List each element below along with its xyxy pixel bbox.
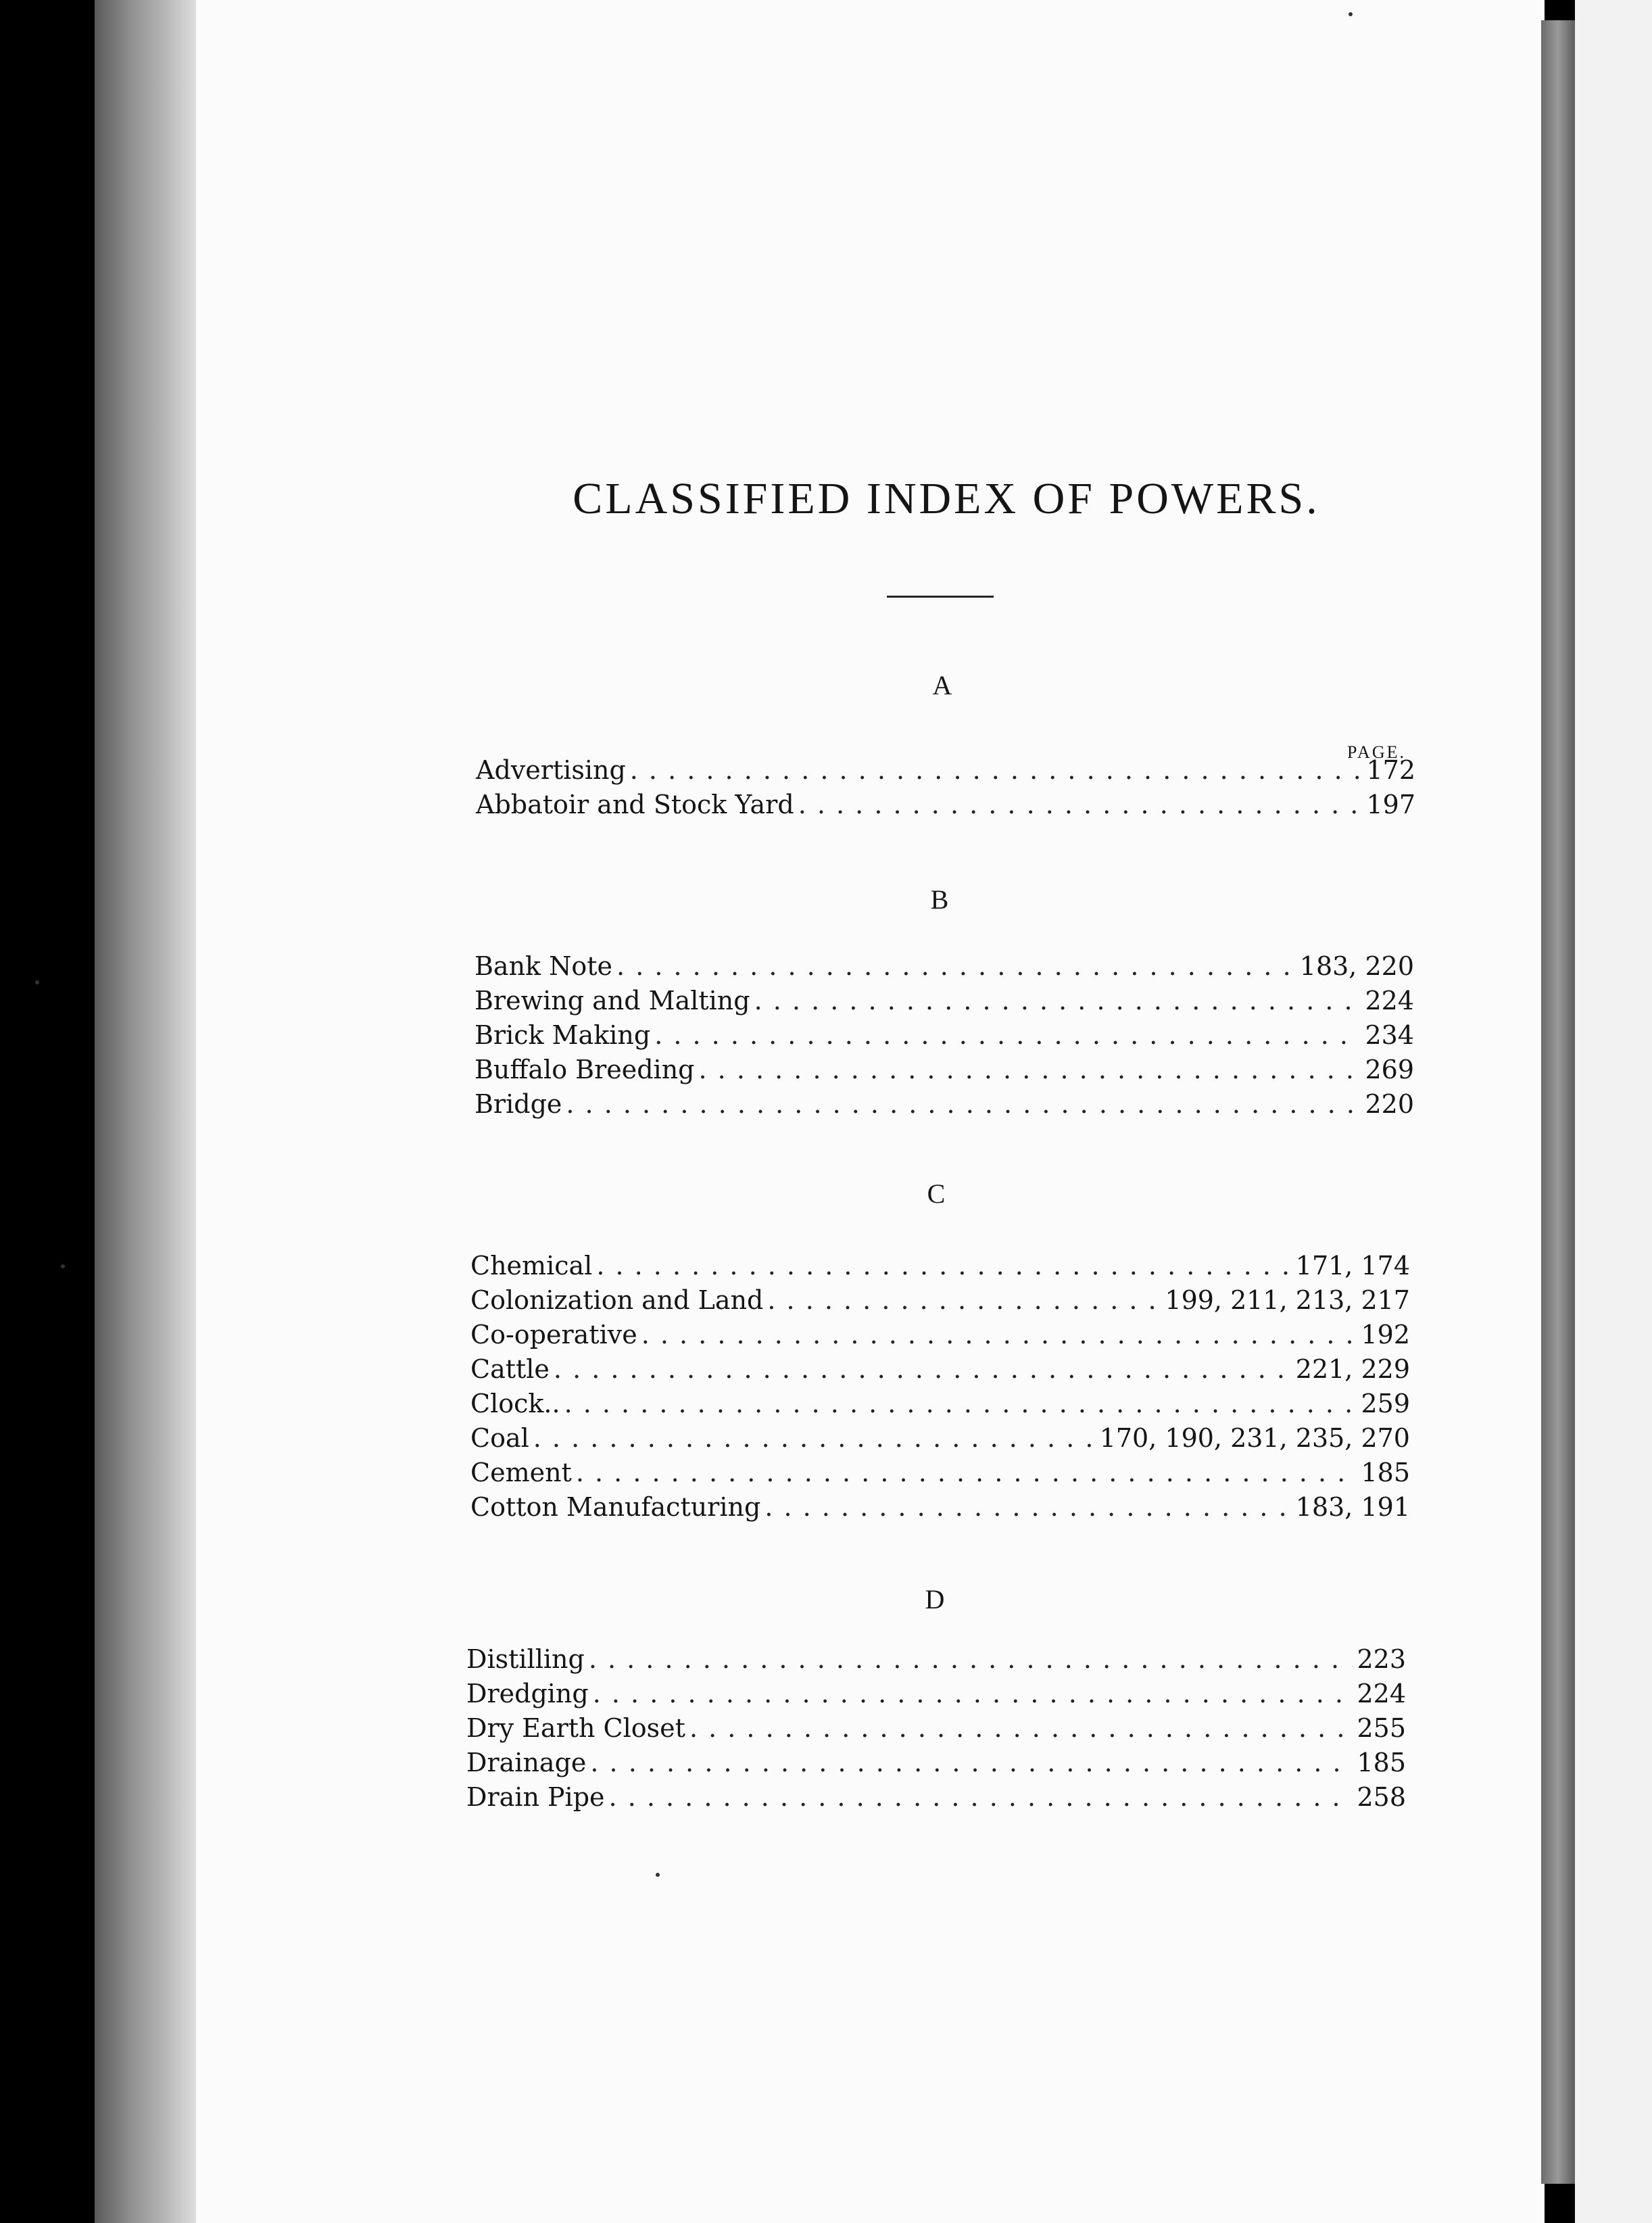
leader-dots xyxy=(596,1251,1291,1281)
title-rule xyxy=(887,596,994,598)
page-column-header: PAGE. xyxy=(1346,742,1406,762)
entry-name: Co-operative xyxy=(470,1320,637,1349)
leader-dots xyxy=(564,1389,1357,1418)
leader-dots xyxy=(754,986,1361,1015)
entry-pages: 171, 174 xyxy=(1295,1251,1410,1281)
entry-pages: 221, 229 xyxy=(1295,1354,1410,1384)
leader-dots xyxy=(589,1644,1353,1674)
entry-name: Dry Earth Closet xyxy=(466,1713,685,1743)
index-entry xyxy=(470,1285,1410,1320)
index-entry xyxy=(475,1020,1414,1055)
entry-pages: 255 xyxy=(1357,1713,1406,1743)
leader-dots xyxy=(630,755,1363,785)
leader-dots xyxy=(576,1458,1357,1487)
index-entry xyxy=(476,790,1415,824)
leader-dots xyxy=(699,1055,1361,1084)
entry-pages: 183, 220 xyxy=(1299,951,1414,981)
leader-dots xyxy=(767,1285,1161,1315)
entry-name: Drainage xyxy=(466,1748,587,1777)
entry-pages: 185 xyxy=(1357,1748,1406,1777)
entry-pages: 220 xyxy=(1365,1089,1414,1119)
entry-pages: 172 xyxy=(1366,755,1415,785)
entry-name: Buffalo Breeding xyxy=(475,1055,695,1084)
index-entry xyxy=(470,1423,1410,1458)
entry-pages: 223 xyxy=(1357,1644,1406,1674)
entry-name: Advertising xyxy=(476,755,626,785)
section-a-entries xyxy=(476,755,1415,824)
index-entry xyxy=(475,1089,1414,1124)
index-entry xyxy=(470,1251,1410,1285)
index-entry xyxy=(466,1748,1406,1782)
leader-dots xyxy=(689,1713,1353,1743)
entry-name: Drain Pipe xyxy=(466,1782,605,1812)
leader-dots xyxy=(566,1089,1361,1119)
index-entry xyxy=(466,1713,1406,1748)
section-letter-a: A xyxy=(932,670,952,700)
entry-pages: 183, 191 xyxy=(1295,1492,1410,1522)
entry-pages: 269 xyxy=(1365,1055,1414,1084)
entry-name: Bank Note xyxy=(475,951,613,981)
entry-pages: 258 xyxy=(1357,1782,1406,1812)
index-entry xyxy=(470,1458,1410,1492)
index-entry xyxy=(475,1055,1414,1089)
leader-dots xyxy=(590,1748,1353,1777)
section-c-entries xyxy=(470,1251,1410,1527)
entry-name: Clock.. xyxy=(470,1389,560,1418)
index-entry xyxy=(470,1389,1410,1423)
leader-dots xyxy=(593,1679,1353,1708)
entry-pages: 224 xyxy=(1365,986,1414,1015)
section-letter-b: B xyxy=(930,884,949,915)
leader-dots xyxy=(798,790,1363,819)
leader-dots xyxy=(616,951,1296,981)
index-entry xyxy=(466,1679,1406,1713)
entry-name: Cattle xyxy=(470,1354,550,1384)
page-title: CLASSIFIED INDEX OF POWERS. xyxy=(573,474,1320,523)
index-entry xyxy=(476,755,1415,790)
entry-pages: 197 xyxy=(1366,790,1415,819)
entry-name: Brick Making xyxy=(475,1020,651,1050)
entry-pages: 192 xyxy=(1361,1320,1410,1349)
index-entry xyxy=(466,1644,1406,1679)
entry-name: Coal xyxy=(470,1423,529,1453)
leader-dots xyxy=(764,1492,1291,1522)
leader-dots xyxy=(641,1320,1357,1349)
entry-pages: 185 xyxy=(1361,1458,1410,1487)
entry-name: Bridge xyxy=(475,1089,562,1119)
index-entry xyxy=(475,951,1414,986)
section-letter-c: C xyxy=(927,1178,946,1209)
index-entry xyxy=(475,986,1414,1020)
entry-name: Cement xyxy=(470,1458,572,1487)
index-entry xyxy=(466,1782,1406,1817)
index-entry xyxy=(470,1320,1410,1354)
entry-name: Brewing and Malting xyxy=(475,986,750,1015)
entry-pages: 170, 190, 231, 235, 270 xyxy=(1099,1423,1410,1453)
leader-dots xyxy=(609,1782,1353,1812)
leader-dots xyxy=(654,1020,1361,1050)
entry-name: Distilling xyxy=(466,1644,585,1674)
entry-name: Abbatoir and Stock Yard xyxy=(476,790,794,819)
index-entry xyxy=(470,1492,1410,1527)
entry-name: Colonization and Land xyxy=(470,1285,764,1315)
section-d-entries xyxy=(466,1644,1406,1817)
leader-dots xyxy=(533,1423,1096,1453)
entry-name: Cotton Manufacturing xyxy=(470,1492,761,1522)
section-letter-d: D xyxy=(925,1584,945,1615)
entry-pages: 234 xyxy=(1365,1020,1414,1050)
entry-pages: 199, 211, 213, 217 xyxy=(1165,1285,1410,1315)
entry-name: Chemical xyxy=(470,1251,593,1281)
section-b-entries xyxy=(475,951,1414,1124)
leader-dots xyxy=(554,1354,1292,1384)
entry-pages: 259 xyxy=(1361,1389,1410,1418)
entry-name: Dredging xyxy=(466,1679,589,1708)
index-entry xyxy=(470,1354,1410,1389)
entry-pages: 224 xyxy=(1357,1679,1406,1708)
